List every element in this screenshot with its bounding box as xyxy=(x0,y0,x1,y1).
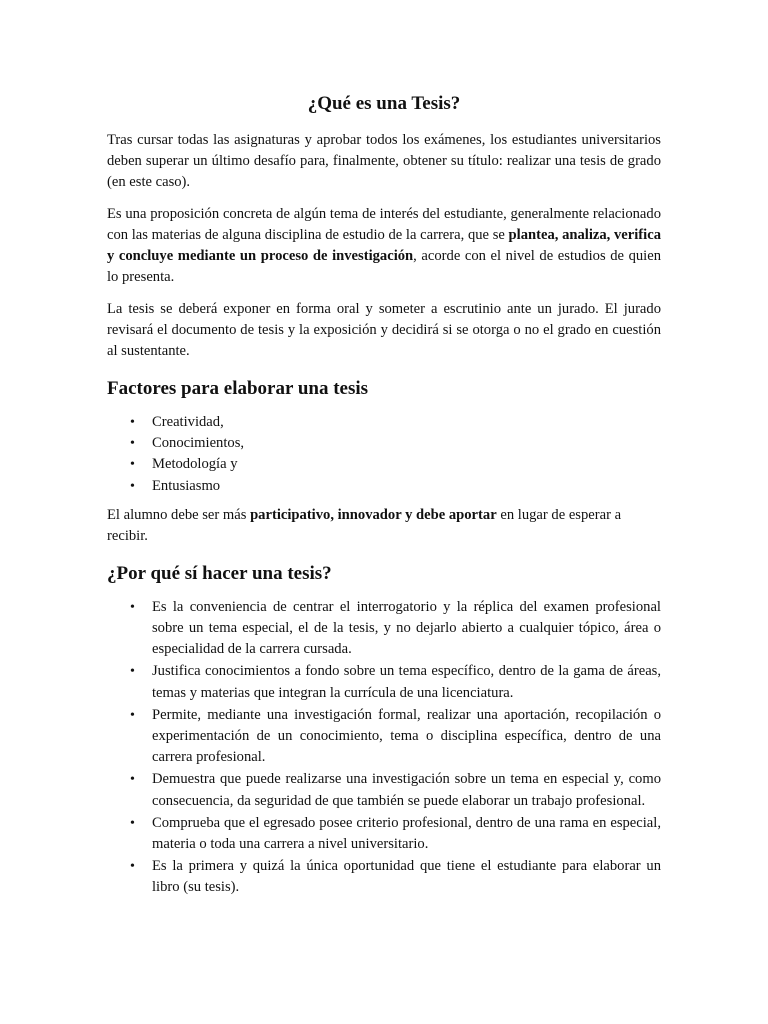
list-item: • Es la primera y quizá la única oportunidad que tiene el estudiante para elaborar un libro (su tesis). xyxy=(152,856,661,898)
definition-bold-text: plantea, analiza, verifica y concluye mediante un proceso de investigación xyxy=(107,227,661,264)
list-item: • Es la conveniencia de centrar el interrogatorio y la réplica del examen profesional sobre un tema especial, el de la tesis, y no dejarlo abierto a cualquier tópico, área o especialidad de la carrera cursada. xyxy=(152,597,661,661)
list-item: • Comprueba que el egresado posee criterio profesional, dentro de una rama en especial, materia o toda una carrera a nivel universitario. xyxy=(152,813,661,855)
definition-text-before: Es una proposición concreta de algún tema de interés del estudiante, generalmente relacionado con las materias de alguna disciplina de estudio de la carrera, que se xyxy=(107,206,661,243)
page-title: ¿Qué es una Tesis? xyxy=(307,93,461,114)
student-paragraph xyxy=(107,505,661,547)
intro-paragraph: Tras cursar todas las asignaturas y aprobar todos los exámenes, los estudiantes universitarios deben superar un último desafío para, finalmente, obtener su título: realizar una tesis de grado (en este caso). xyxy=(107,132,661,190)
list-item: • Metodología y xyxy=(152,454,661,475)
reasons-list xyxy=(107,597,661,899)
factors-heading: Factores para elaborar una tesis xyxy=(107,378,369,399)
definition-paragraph xyxy=(107,204,661,288)
student-text-before: El alumno debe ser más xyxy=(107,506,251,523)
list-item: • Justifica conocimientos a fondo sobre un tema específico, dentro de la gama de áreas, temas y materias que integran la currícula de una licenciatura. xyxy=(152,661,661,703)
defense-paragraph: La tesis se deberá exponer en forma oral y someter a escrutinio ante un jurado. El jurado revisará el documento de tesis y la exposición y decidirá si se otorga o no el grado en cuestión al sustentante. xyxy=(107,301,661,359)
list-item: • Conocimientos, xyxy=(152,433,661,454)
list-item: • Demuestra que puede realizarse una investigación sobre un tema en especial y, como consecuencia, da seguridad de que también se puede elaborar un trabajo profesional. xyxy=(152,769,661,811)
list-item: • Permite, mediante una investigación formal, realizar una aportación, recopilación o experimentación de un conocimiento, tema o disciplina específica, dentro de una carrera profesional. xyxy=(152,705,661,769)
list-item: • Entusiasmo xyxy=(152,476,661,497)
reasons-heading: ¿Por qué sí hacer una tesis? xyxy=(107,562,332,584)
definition-text-after: , acorde con el nivel de estudios de quien lo presenta. xyxy=(107,248,662,285)
factors-list xyxy=(107,412,661,497)
list-item: • Creatividad, xyxy=(152,412,661,433)
student-bold-text: participativo, innovador y debe aportar xyxy=(250,506,497,523)
student-text-after: en lugar de esperar a recibir. xyxy=(107,506,622,544)
